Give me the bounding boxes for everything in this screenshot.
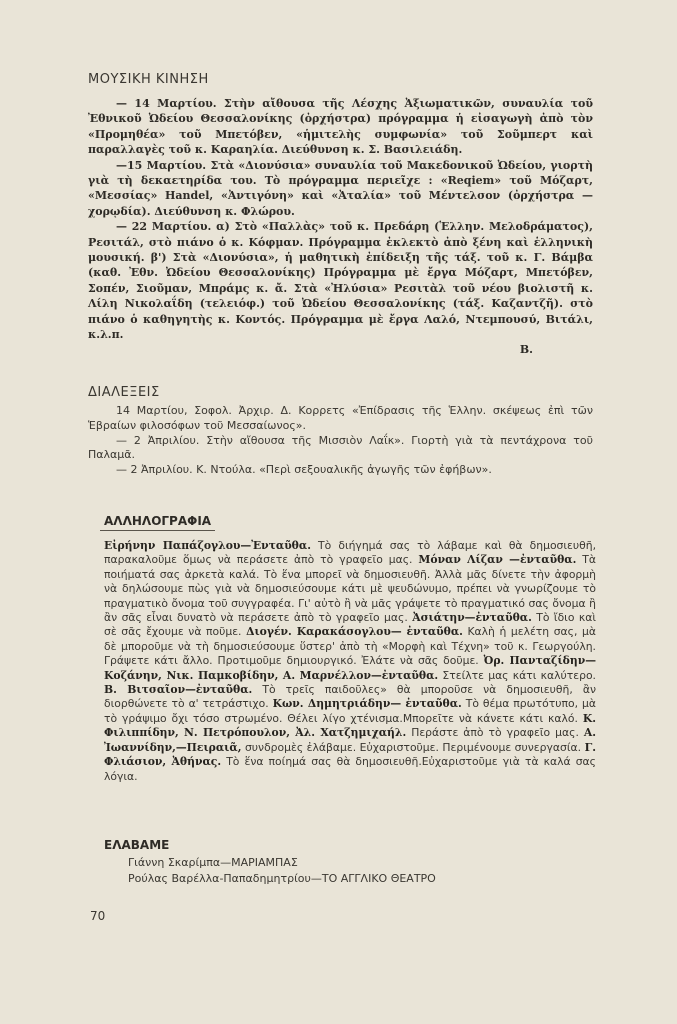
- correspondent-name: Κ. Φιλιππίδην, Ν. Πετρόπουλον, Ἀλ. Χατζημιχαήλ.: [104, 711, 596, 740]
- correspondent-name: Ὀρ. Πανταζίδην—Κοζάνην, Νικ. Παμκοβίδην, Α. Μαρνέλλον—ἐνταῦθα.: [104, 654, 597, 682]
- correspondent-name: Διογέν. Καρακάσογλου— ἐνταῦθα.: [246, 625, 463, 639]
- received-section-body: [128, 855, 436, 887]
- lecture-item-3: — 2 Ἀπριλίου. Κ. Ντούλα. «Περὶ σεξουαλικῆς ἀγωγῆς τῶν ἐφήβων».: [116, 463, 492, 477]
- received-section-title: ΕΛΑΒΑΜΕ: [104, 838, 170, 852]
- correspondent-name: Εἰρήνην Παπάζογλου—Ἐνταῦθα.: [104, 539, 311, 552]
- lectures-section-title: ΔΙΑΛΕΞΕΙΣ: [88, 385, 160, 400]
- correspondent-name: Γ. Φλιάσιον, Ἀθήνας.: [104, 740, 596, 769]
- music-section-title: ΜΟΥΣΙΚΗ ΚΙΝΗΣΗ: [88, 72, 209, 87]
- music-section-body: [88, 96, 593, 356]
- music-paragraph-1: — 14 Μαρτίου. Στὴν αἴθουσα τῆς Λέσχης Ἀξιωματικῶν, συναυλία τοῦ Ἐθνικοῦ Ὠδείου Θεσσαλονίκης (ὀρχήστρα) πρόγραμμα ἡ εἰσαγωγὴ ἀπὸ τὸν «Προμηθέα» τοῦ Μπετόβεν, «ἡμιτελὴς συμφωνία» τοῦ Σοῦμπερτ καὶ παραλλαγὲς τοῦ κ. Καραηλία. Διεύθυνση κ. Σ. Βασιλειάδη.: [88, 97, 593, 157]
- correspondence-reply: Τὸ διήγημά σας τὸ λάβαμε καὶ θὰ δημοσιευθῆ, παρακαλοῦμε ὅμως νὰ περάσετε ἀπὸ τὸ γραφεῖο μας.: [104, 539, 597, 567]
- received-item-2: Ρούλας Βαρέλλα-Παπαδημητρίου—ΤΟ ΑΓΓΛΙΚΟ ΘΕΑΤΡΟ: [128, 872, 436, 885]
- lecture-item-1: 14 Μαρτίου, Σοφολ. Ἀρχιρ. Δ. Κορρετς «Ἐπίδρασις τῆς Ἑλλην. σκέψεως ἐπὶ τῶν Ἑβραίων φιλοσόφων τοῦ Μεσσαίωνος».: [88, 404, 593, 432]
- correspondent-name: Β. Βιτσαῖον—ἐνταῦθα.: [104, 683, 253, 697]
- music-paragraph-3: — 22 Μαρτίου. α) Στὸ «Παλλὰς» τοῦ κ. Πρεδάρη (Ἑλλην. Μελοδράματος), Ρεσιτάλ, στὸ πιάνο ὁ κ. Κόφμαν. Πρόγραμμα ἐκλεκτὸ ἀπὸ ξένη καὶ ἑλληνικὴ μουσική. β') Στὰ «Διονύσια», ἡ μαθητικὴ ἐπίδειξη τῆς τάξ. τοῦ κ. Γ. Βάμβα (καθ. Ἐθν. Ὠδείου Θεσσαλονίκης) Πρόγραμμα μὲ ἔργα Μόζαρτ, Μπετόβεν, Σοπέν, Σιοῦμαν, Μπράμς κ. ἄ. Στὰ «Ἠλύσια» Ρεσιτὰλ τοῦ νέου βιολιστῆ κ. Λίλη Νικολαΐδη (τελειόφ.) τοῦ Ὠδείου Θεσσαλονίκης (τάξ. Καζαντζῆ). στὸ πιάνο ὁ καθηγητὴς κ. Κοντός. Πρόγραμμα μὲ ἔργα Λαλό, Ντεμπουσύ, Βιτάλι, κ.λ.π.: [88, 220, 593, 342]
- lectures-section-body: [88, 404, 593, 478]
- correspondence-section-body: [104, 539, 596, 784]
- correspondent-name: Κων. Δημητριάδην— ἐνταῦθα.: [272, 697, 462, 711]
- correspondence-reply: Τὰ ποιήματά σας ἀρκετὰ καλά. Τὸ ἕνα μπορεῖ νὰ δημοσιευθῆ. Ἀλλὰ μᾶς δίνετε τὴν ἀφορμὴ νὰ δηλώσουμε πὼς γιὰ νὰ δημοσιεύσουμε κάτι μὲ ψευδώνυμο, πρέπει νὰ γνωρίζουμε τὸ πραγματικὸ ὄνομα τοῦ συγγραφέα. Γι' αὐτὸ ἢ νὰ μᾶς γράψετε τὸ πραγματικό σας ὄνομα ἢ ἂν σᾶς εἶναι δυνατὸ νὰ περάσετε ἀπὸ τὸ γραφεῖο μας.: [104, 553, 596, 625]
- correspondence-section-title: ΑΛΛΗΛΟΓΡΑΦΙΑ: [104, 514, 212, 528]
- correspondence-reply: Τὸ ἴδιο καὶ σὲ σᾶς ἔχουμε νὰ ποῦμε.: [104, 611, 596, 639]
- music-paragraph-2: —15 Μαρτίου. Στὰ «Διονύσια» συναυλία τοῦ Μακεδονικοῦ Ὠδείου, γιορτὴ γιὰ τὴ δεκαετηρίδα του. Τὸ πρόγραμμα περιεῖχε : «Reqiem» τοῦ Μόζαρτ, «Μεσσίας» Handel, «Ἀντιγόνη» καὶ «Ἀταλία» τοῦ Μέντελσον (ὀρχήστρα —χορῳδία). Διεύθυνση κ. Φλώρου.: [88, 158, 593, 218]
- correspondence-reply: Καλὴ ἡ μελέτη σας, μὰ δὲ μποροῦμε νὰ τὴ δημοσιεύσουμε ὕστερ' ἀπὸ τὴ «Μορφὴ καὶ Τέχνη» τοῦ κ. Γεωργούλη. Γράψετε κάτι ἄλλο. Προτιμοῦμε δημιουργικό. Ἐλάτε νὰ σᾶς δοῦμε.: [104, 625, 596, 668]
- lecture-item-2: — 2 Ἀπριλίου. Στὴν αἴθουσα τῆς Μισσιὸν Λαΐκ». Γιορτὴ γιὰ τὰ πεντάχρονα τοῦ Παλαμᾶ.: [88, 433, 593, 462]
- correspondence-reply: Τὸ θέμα πρωτότυπο, μὰ τὸ γράψιμο ὄχι τόσο στρωμένο. Θέλει λίγο χτένισμα.Μπορεῖτε νὰ κάνετε κάτι καλό.: [104, 697, 596, 725]
- received-item-1: Γιάννη Σκαρίμπα—ΜΑΡΙΑΜΠΑΣ: [128, 856, 298, 869]
- correspondence-reply: Περάστε ἀπὸ τὸ γραφεῖο μας.: [406, 726, 579, 740]
- page-number: 70: [90, 909, 106, 923]
- correspondent-name: Α. Ἰωαννίδην,—Πειραιᾶ,: [104, 726, 596, 754]
- correspondence-reply: Τὸ ἕνα ποίημά σας θὰ δημοσιευθῆ.Εὐχαριστοῦμε γιὰ τὰ καλά σας λόγια.: [104, 755, 597, 783]
- correspondent-name: Ἀσιάτην—ἐνταῦθα.: [412, 611, 532, 625]
- correspondence-reply: Τὸ τρεῖς παιδοῦλες» θὰ μποροῦσε νὰ δημοσιευθῆ, ἂν διορθώνετε τὸ α' τετράστιχο.: [104, 683, 596, 711]
- correspondence-reply: Στείλτε μας κάτι καλύτερο.: [438, 668, 596, 682]
- correspondent-name: Μόναν Λίζαν —ἐνταῦθα.: [418, 553, 577, 567]
- correspondence-reply: συνδρομὲς ἐλάβαμε. Εὐχαριστοῦμε. Περιμένουμε συνεργασία.: [241, 740, 582, 754]
- music-signature: Β.: [519, 342, 533, 356]
- correspondence-paragraph: [104, 539, 596, 784]
